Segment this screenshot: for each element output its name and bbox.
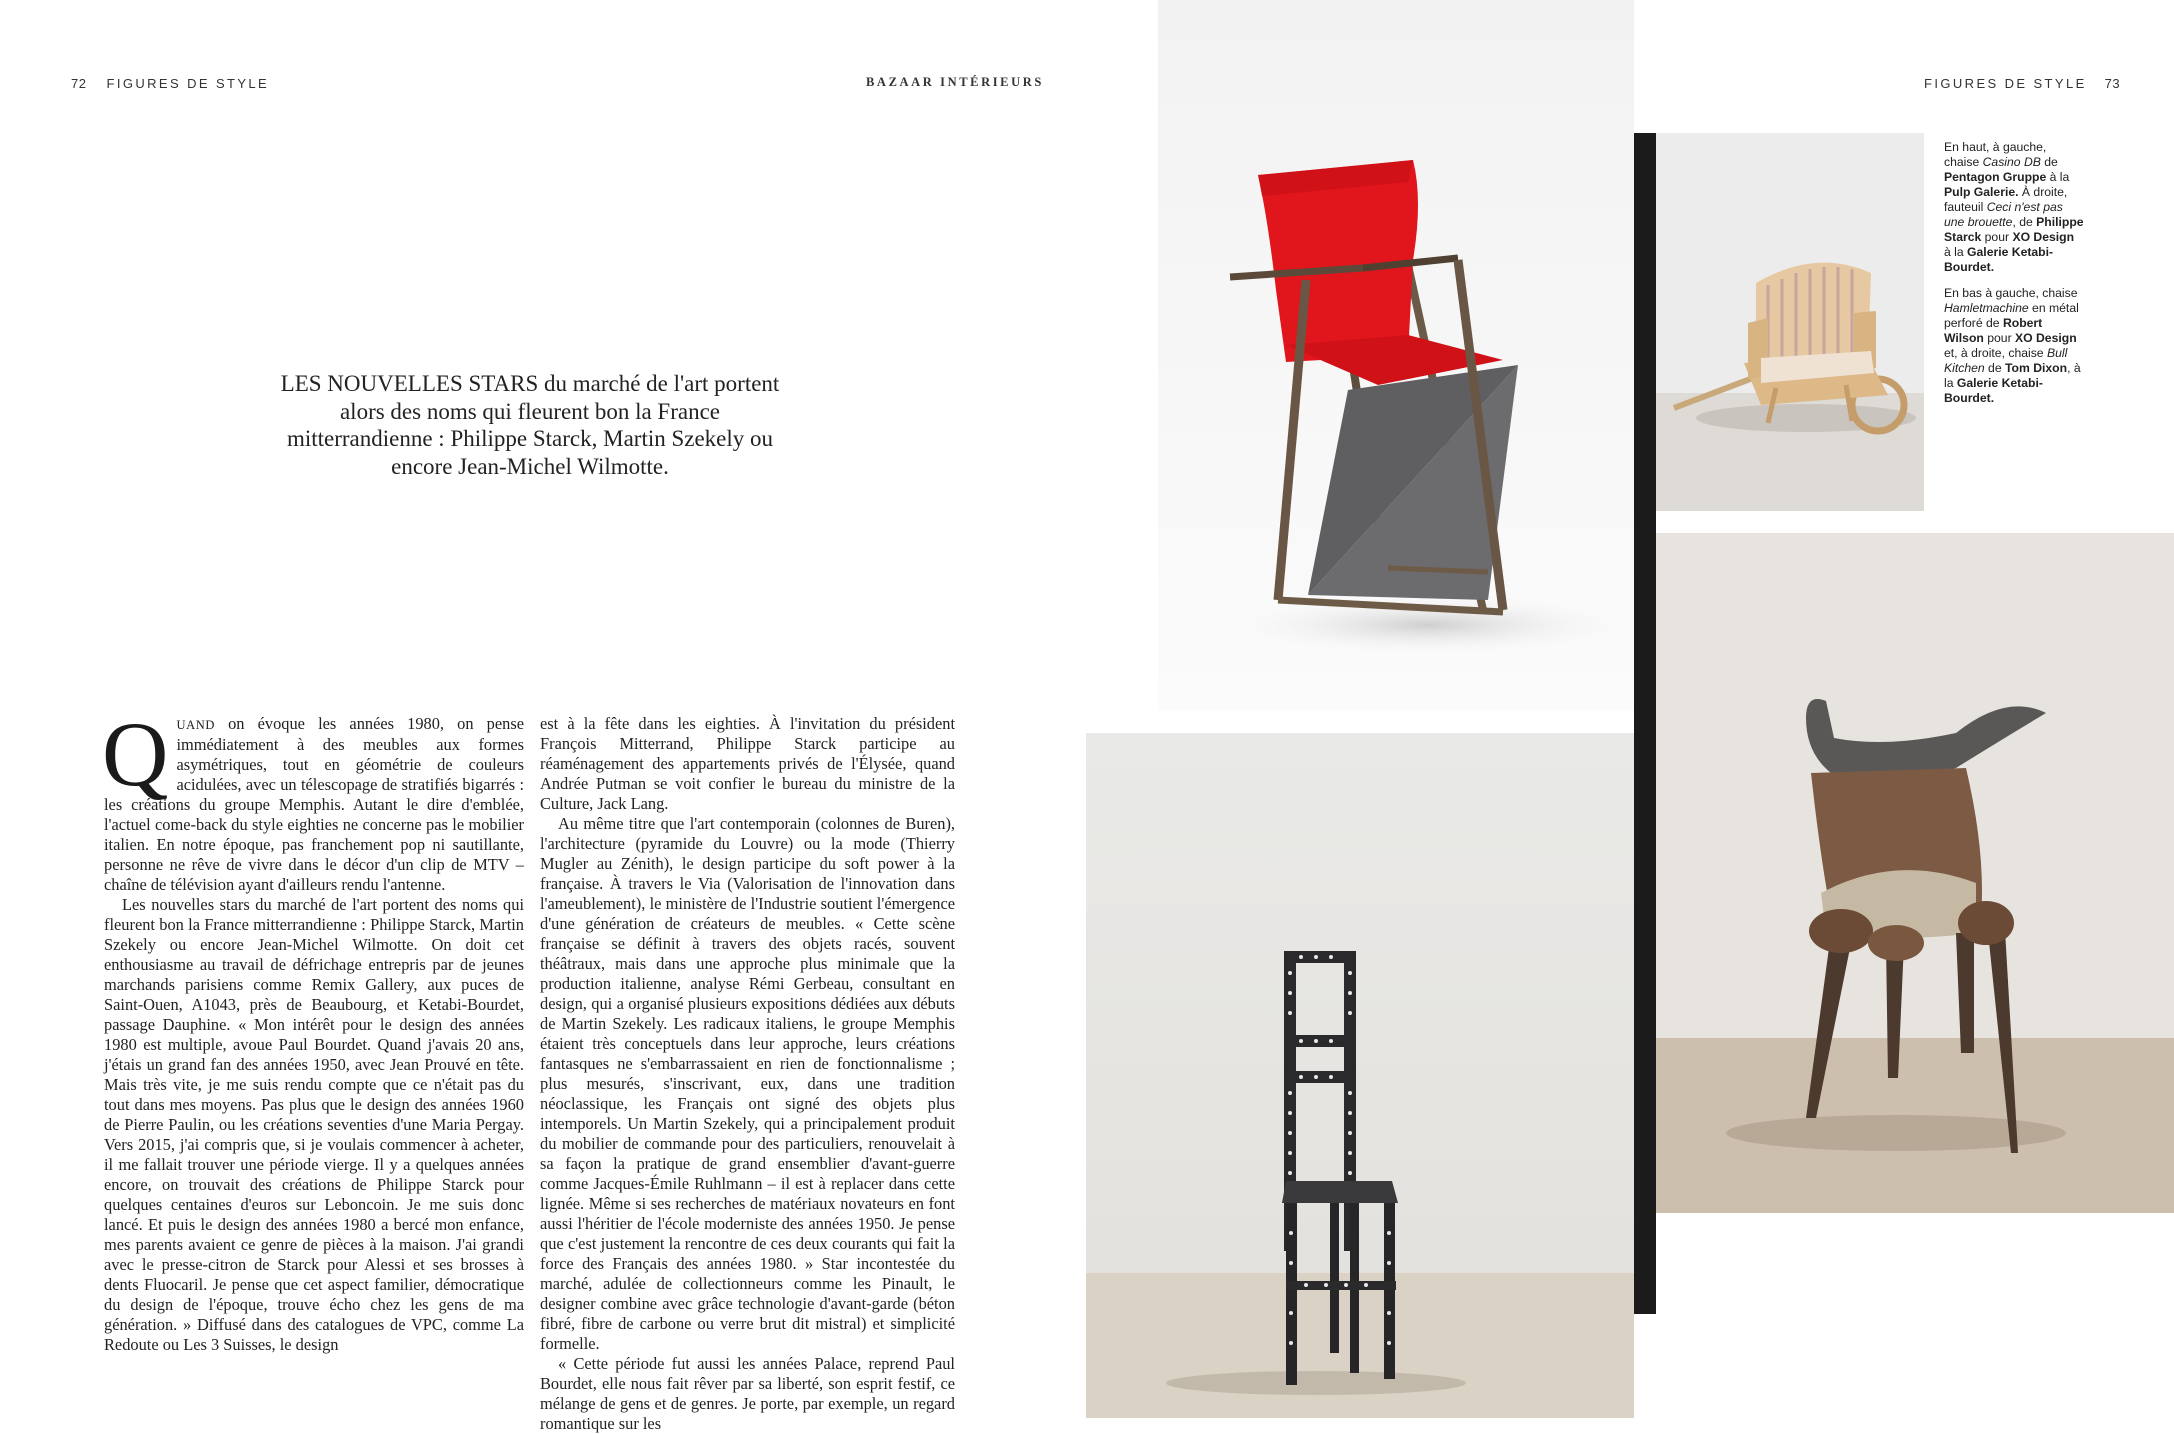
- caption-paragraph-2: [1944, 286, 2084, 406]
- caption-text: en métal perforé de: [1944, 301, 2079, 330]
- paragraph-text: on évoque les années 1980, on pense immédiatement à des meubles aux formes asymétriques, tout en géométrie de couleurs acidulées, avec un télescopage de stratifiés bigarrés : les créations du groupe Memphis. Autant le dire d'emblée, l'actuel come-back du style eighties ne concerne pas le mobilier italien. En notre époque, pas franchement pop ni sautillante, personne ne rêve de vivre dans le décor d'un clip de MTV – chaîne de télévision ayant d'ailleurs rendu l'antenne.: [104, 714, 524, 894]
- photo-bull-kitchen-chair: [1656, 533, 2174, 1213]
- caption-text: En bas à gauche, chaise: [1944, 286, 2078, 300]
- decorative-black-bar: [1634, 133, 1656, 1314]
- caption-bold: Tom Dixon: [2005, 361, 2068, 375]
- caption-italic: Casino DB: [1982, 155, 2041, 169]
- section-title-right: FIGURES DE STYLE: [1924, 76, 2087, 91]
- caption-text: , à la: [1944, 361, 2081, 390]
- caption-text: À droite, fauteuil: [1944, 185, 2068, 214]
- caption-paragraph-1: [1944, 140, 2084, 275]
- page-number-left: 72: [71, 76, 87, 91]
- caption-text: pour: [1983, 331, 2016, 345]
- perforated-chair-illustration: [1086, 733, 1634, 1418]
- caption-text: à la: [2046, 170, 2070, 184]
- caption-text: En haut, à gauche, chaise: [1944, 140, 2047, 169]
- article-paragraph: « Cette période fut aussi les années Palace, reprend Paul Bourdet, elle nous fait rêver par sa liberté, son esprit festif, ce mélange de gens et de genres. Je porte, par exemple, un regard romantique sur les: [540, 1354, 955, 1433]
- article-paragraph: Les nouvelles stars du marché de l'art portent des noms qui fleurent bon la France mitterrandienne : Philippe Starck, Martin Szekely ou encore Jean-Michel Wilmotte. On doit cet enthousiasme au travail de défrichage entrepris par de jeunes marchands parisiens comme Remix Gallery, aux puces de Saint-Ouen, A1043, près de Beaubourg, et Ketabi-Bourdet, passage Dauphine. « Mon intérêt pour le design des années 1980 est multiple, avoue Paul Bourdet. Quand j'avais 20 ans, j'étais un grand fan des années 1950, avec Jean Prouvé en tête. Mais très vite, je me suis rendu compte que ce n'était pas du tout dans mes moyens. Pas plus que le design des années 1960 de Pierre Paulin, ou les créations seventies d'une Maria Pergay. Vers 2015, j'ai compris que, si je voulais commencer à acheter, il me fallait trouver une période vierge. Il y a quelques années encore, on trouvait des créations de Philippe Starck pour quelques centaines d'euros sur Leboncoin. Je me suis donc lancé. Et puis le design des années 1980 a bercé mon enfance, mes parents avaient ce genre de pièces à la maison. J'ai grandi avec le presse-citron de Starck pour Alessi et ses brosses à dents Fluocaril. Je pense que cet aspect familier, démocratique du design de l'époque, trouve écho chez les gens de ma génération. » Diffusé dans des catalogues de VPC, comme La Redoute ou Les 3 Suisses, le design: [104, 895, 524, 1354]
- caption-text: pour: [1981, 230, 2013, 244]
- article-column-1: [102, 703, 524, 1355]
- article-paragraph: Au même titre que l'art contemporain (colonnes de Buren), l'architecture (pyramide du Louvre) ou la mode (Thierry Mugler au Zénith), le design participe du soft power à la française. À travers le Via (Valorisation de l'innovation dans l'ameublement), le ministère de l'Industrie soutient l'émergence d'une génération de créateurs de meubles. « Cette scène française se définit à travers des objets racés, souvent théâtraux, mais dans une approche plus minimale que la production italienne, analyse Rémi Gerbeau, consultant en design, qui a organisé plusieurs expositions dédiées aux débuts de Martin Szekely. Les radicaux italiens, le groupe Memphis étaient très conceptuels dans leur approche, leurs créations fantasques ne s'embarrassaient en rien de fonctionnalisme ; plus mesurés, s'inscrivant, eux, dans une tradition néoclassique, les Français ont signé des objets plus intemporels. Un Martin Szekely, qui a principalement produit du mobilier de commande pour des particuliers, renouvelait à sa façon la pratique de grand ensemblier d'avant-guerre comme Jacques-Émile Ruhlmann – il est à replacer dans cette lignée. Même si ses recherches de matériaux novateurs en font aussi l'héritier de l'école moderniste des années 1950. Je pense que c'est justement la rencontre de ces deux courants qui fait la force des Français des années 1980. » Star incontestée du marché, adulée de collectionneurs comme les Pinault, le designer combine avec grâce technologie d'avant-garde (béton fibré, fibre de carbone ou verre brut dit mistral) et simplicité formelle.: [540, 814, 955, 1353]
- article-column-2: [540, 714, 955, 1434]
- page-number-right: 73: [2104, 76, 2121, 91]
- article-paragraph: [102, 703, 524, 895]
- lead-smallcaps: UAND: [176, 718, 215, 732]
- bull-chair-illustration: [1656, 533, 2174, 1213]
- caption-bold: Philippe Starck: [1944, 215, 2084, 244]
- magazine-brand: BAZAAR INTÉRIEURS: [866, 75, 1044, 89]
- article-paragraph: est à la fête dans les eighties. À l'invitation du président François Mitterrand, Philippe Starck participe au réaménagement des appartements privés de l'Élysée, quand Andrée Putman se voit confier le bureau du ministre de la Culture, Jack Lang.: [540, 714, 955, 813]
- caption-bold: Pulp Galerie.: [1944, 185, 2019, 199]
- caption-italic: Hamletmachine: [1944, 301, 2029, 315]
- caption-text: de: [2040, 155, 2058, 169]
- photo-red-chair: [1158, 0, 1634, 710]
- wheelbarrow-armchair-illustration: [1656, 133, 1924, 511]
- photo-perforated-chair: [1086, 733, 1634, 1418]
- caption-bold: XO Design: [2015, 331, 2077, 345]
- caption-bold: Galerie Ketabi-Bourdet.: [1944, 376, 2043, 405]
- section-title-left: FIGURES DE STYLE: [106, 76, 270, 91]
- caption-text: de: [1984, 361, 2005, 375]
- caption-text: et, à droite, chaise: [1944, 346, 2047, 360]
- caption-bold: Galerie Ketabi-Bourdet.: [1944, 245, 2054, 274]
- caption-text: à la: [1944, 245, 1968, 259]
- caption-bold: Robert Wilson: [1944, 316, 2043, 345]
- right-running-head: [1924, 76, 2120, 91]
- caption-italic: Ceci n'est pas une brouette: [1944, 200, 2063, 229]
- caption-bold: Pentagon Gruppe: [1944, 170, 2047, 184]
- pull-quote-smallcaps: LES NOUVELLES STARS: [280, 371, 539, 396]
- caption-text: , de: [2012, 215, 2037, 229]
- caption-italic: Bull Kitchen: [1944, 346, 2068, 375]
- left-running-head: [71, 76, 269, 91]
- photo-wheelbarrow-armchair: [1656, 133, 1924, 511]
- pull-quote-text: du marché de l'art portent alors des noms qui fleurent bon la France mitterrandienne : Philippe Starck, Martin Szekely ou encore Jean-Michel Wilmotte.: [286, 371, 780, 479]
- red-chair-illustration: [1158, 0, 1634, 710]
- photo-caption: [1944, 140, 2084, 417]
- drop-cap: Q: [102, 703, 169, 805]
- caption-bold: XO Design: [2012, 230, 2075, 244]
- pull-quote: [280, 370, 780, 480]
